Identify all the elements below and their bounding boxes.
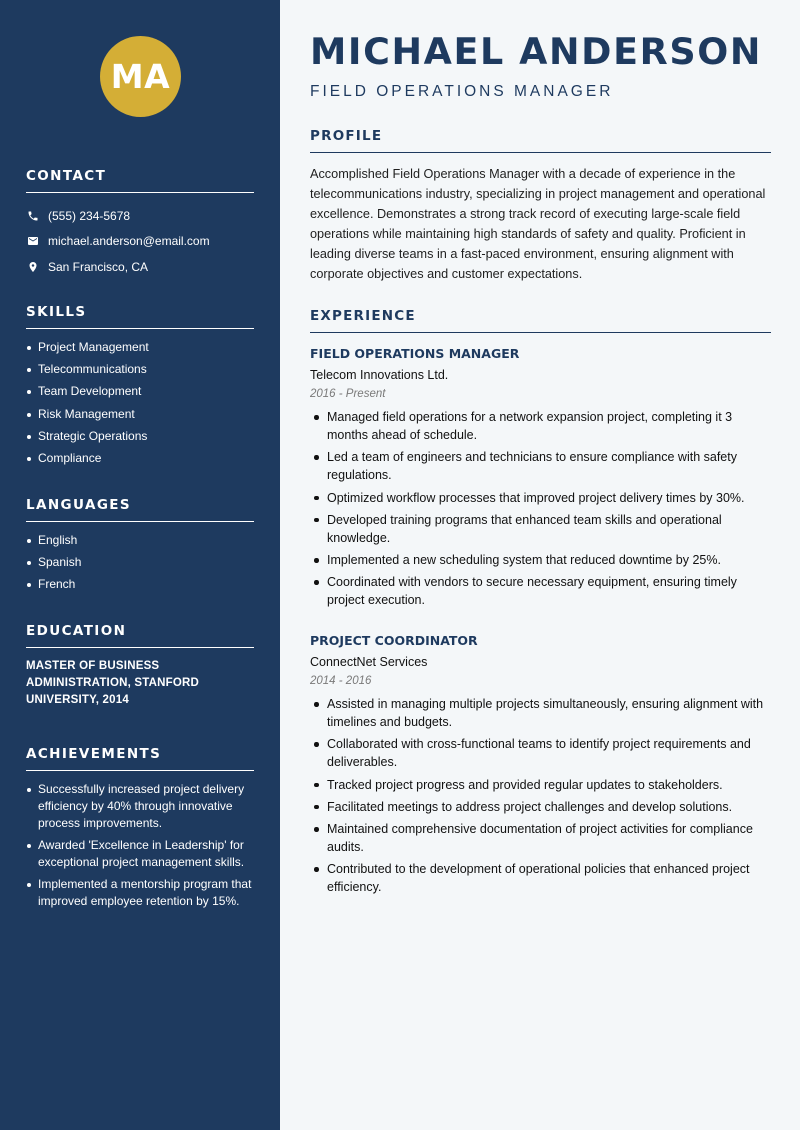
job-bullets: [310, 408, 771, 609]
candidate-name: MICHAEL ANDERSON: [310, 30, 762, 73]
skill-item: Project Management: [26, 339, 254, 356]
languages-list: [26, 532, 254, 593]
education-section: [26, 623, 254, 709]
company-name: ConnectNet Services: [310, 655, 428, 669]
location-pin-icon: [26, 260, 39, 273]
job-bullet: Facilitated meetings to address project challenges and develop solutions.: [310, 798, 771, 816]
achievements-heading: ACHIEVEMENTS: [26, 746, 254, 771]
achievement-item: Awarded 'Excellence in Leadership' for exceptional project management skills.: [26, 837, 254, 871]
email-text: michael.anderson@email.com: [48, 234, 210, 249]
experience-section: [310, 308, 771, 333]
job-dates: 2014 - 2016: [310, 675, 372, 687]
avatar: MA: [100, 36, 181, 117]
job-bullet: Implemented a new scheduling system that reduced downtime by 25%.: [310, 551, 771, 569]
contact-email: [26, 229, 254, 255]
company-name: Telecom Innovations Ltd.: [310, 368, 449, 382]
contact-phone: [26, 203, 254, 229]
language-item: Spanish: [26, 554, 254, 571]
job-bullet: Optimized workflow processes that improved project delivery times by 30%.: [310, 489, 771, 507]
skill-item: Team Development: [26, 383, 254, 400]
job-entry: [310, 633, 771, 901]
job-bullet: Assisted in managing multiple projects simultaneously, ensuring alignment with timelines and budgets.: [310, 695, 771, 731]
languages-section: [26, 497, 254, 599]
location-text: San Francisco, CA: [48, 259, 149, 274]
job-bullet: Coordinated with vendors to secure necessary equipment, ensuring timely project execution.: [310, 573, 771, 609]
experience-heading: EXPERIENCE: [310, 308, 771, 333]
profile-section: [310, 128, 771, 284]
job-title: FIELD OPERATIONS MANAGER: [310, 346, 520, 361]
skill-item: Telecommunications: [26, 361, 254, 378]
achievements-section: [26, 746, 254, 915]
job-bullets: [310, 695, 771, 896]
job-bullet: Collaborated with cross-functional teams to identify project requirements and deliverables.: [310, 735, 771, 771]
achievement-item: Successfully increased project delivery efficiency by 40% through innovative process improvements.: [26, 781, 254, 832]
education-heading: EDUCATION: [26, 623, 254, 648]
language-item: French: [26, 576, 254, 593]
job-bullet: Developed training programs that enhanced team skills and operational knowledge.: [310, 511, 771, 547]
job-bullet: Tracked project progress and provided regular updates to stakeholders.: [310, 776, 771, 794]
candidate-title: FIELD OPERATIONS MANAGER: [310, 83, 614, 100]
job-entry: [310, 346, 771, 614]
phone-icon: [26, 209, 39, 222]
job-bullet: Managed field operations for a network expansion project, completing it 3 months ahead of schedule.: [310, 408, 771, 444]
achievements-list: [26, 781, 254, 910]
profile-heading: PROFILE: [310, 128, 771, 153]
skill-item: Compliance: [26, 450, 254, 467]
languages-heading: LANGUAGES: [26, 497, 254, 522]
language-item: English: [26, 532, 254, 549]
skills-heading: SKILLS: [26, 304, 254, 329]
job-title: PROJECT COORDINATOR: [310, 633, 478, 648]
profile-text: Accomplished Field Operations Manager with a decade of experience in the telecommunications industry, specializing in project management and operational excellence. Demonstrates a strong track record of executing large-scale field operations while maintaining high standards of safety and quality. Proficient in leading diverse teams in a fast-paced environment, ensuring alignment with corporate objectives and customer expectations.: [310, 167, 766, 281]
education-degree: MASTER OF BUSINESS ADMINISTRATION, STANFORD UNIVERSITY, 2014: [26, 660, 200, 706]
job-bullet: Maintained comprehensive documentation of project activities for compliance audits.: [310, 820, 771, 856]
contact-location: [26, 254, 254, 280]
contact-heading: CONTACT: [26, 168, 254, 193]
phone-text: (555) 234-5678: [48, 208, 131, 223]
skills-list: [26, 339, 254, 467]
job-dates: 2016 - Present: [310, 388, 386, 400]
job-bullet: Led a team of engineers and technicians to ensure compliance with safety regulations.: [310, 448, 771, 484]
skills-section: [26, 304, 254, 472]
mail-icon: [26, 235, 39, 248]
job-bullet: Contributed to the development of operational policies that enhanced project efficiency.: [310, 860, 771, 896]
skill-item: Strategic Operations: [26, 428, 254, 445]
skill-item: Risk Management: [26, 406, 254, 423]
sidebar: [0, 0, 280, 1130]
contact-section: [26, 168, 254, 280]
achievement-item: Implemented a mentorship program that improved employee retention by 15%.: [26, 876, 254, 910]
